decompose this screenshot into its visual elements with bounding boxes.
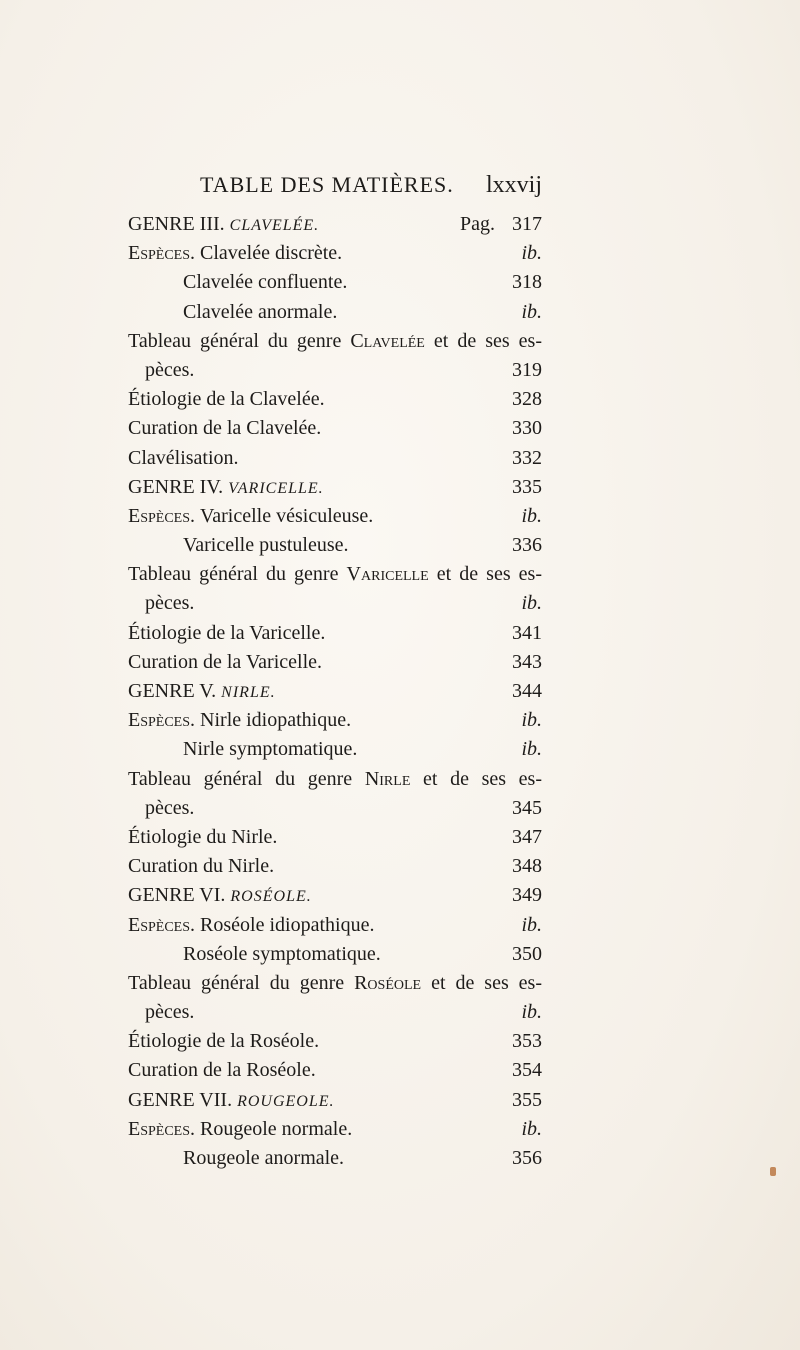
- toc-page-number: ib.: [521, 242, 542, 265]
- toc-genre-entry: [128, 677, 542, 706]
- species-name: Roséole idiopathique.: [200, 913, 375, 936]
- genre-name: ROUGEOLE.: [237, 1092, 335, 1110]
- toc-entry-text: [128, 677, 276, 707]
- toc-page-number: 335: [512, 475, 542, 498]
- toc-page-number: 355: [512, 1088, 542, 1111]
- genre-name: NIRLE.: [221, 684, 276, 701]
- toc-entry-text: Tableau général du genre Nirle et de ses es-: [128, 767, 542, 790]
- toc-genre-entry: [128, 881, 542, 910]
- species-name: Nirle idiopathique.: [200, 709, 352, 732]
- toc-entry-text: Étiologie du Nirle.: [128, 825, 278, 848]
- toc-entry-text: Étiologie de la Roséole.: [128, 1030, 320, 1053]
- toc-entry: [128, 414, 542, 443]
- toc-entry: [128, 385, 542, 414]
- species-name: Clavelée discrète.: [200, 242, 343, 265]
- species-name: Rougeole anormale.: [183, 1147, 345, 1169]
- toc-entry-text: [128, 881, 312, 911]
- toc-page-number: 328: [512, 388, 542, 411]
- toc-page-number: 347: [512, 825, 542, 848]
- toc-species-entry: [128, 1144, 542, 1173]
- species-label: Espèces.: [128, 913, 201, 936]
- toc-page-number: 349: [512, 884, 542, 907]
- toc-species-entry: [128, 502, 542, 531]
- toc-species-entry: [128, 706, 542, 735]
- toc-entry-text: Curation de la Clavelée.: [128, 417, 322, 440]
- toc-tableau-continuation: [128, 589, 542, 618]
- species-name: Roséole symptomatique.: [183, 942, 381, 965]
- toc-page-number: 353: [512, 1030, 542, 1053]
- toc-species-entry: [128, 940, 542, 969]
- toc-entry-text: Tableau général du genre Clavelée et de ses es-: [128, 329, 542, 352]
- toc-genre-entry: [128, 473, 542, 502]
- toc-entry-text: [128, 473, 324, 503]
- toc-entry-text: [128, 911, 374, 940]
- genre-reference: Nirle: [364, 767, 411, 790]
- toc-entry-text: [128, 210, 319, 240]
- toc-page-number: ib.: [521, 592, 542, 615]
- toc-page-number: 350: [512, 942, 542, 965]
- toc-genre-entry: [128, 210, 542, 239]
- toc-page-number: 336: [512, 534, 542, 557]
- toc-page-number: 356: [512, 1147, 542, 1169]
- toc-entry-text: [128, 706, 351, 735]
- toc-species-entry: [128, 531, 542, 560]
- genre-label: GENRE V.: [128, 680, 222, 702]
- toc-entry-text: Curation du Nirle.: [128, 855, 275, 878]
- species-label: Espèces.: [128, 242, 201, 265]
- page-title: TABLE DES MATIÈRES.: [200, 172, 454, 197]
- toc-entry: [128, 823, 542, 852]
- toc-page-number: ib.: [521, 709, 542, 732]
- toc-entry: [128, 444, 542, 473]
- species-name: Nirle symptomatique.: [183, 738, 358, 761]
- toc-entry-text: [128, 1086, 335, 1116]
- species-name: Clavelée anormale.: [183, 300, 338, 323]
- toc-entry-text: Clavélisation.: [128, 446, 239, 469]
- toc-tableau-continuation: [128, 356, 542, 385]
- table-of-contents: [128, 210, 542, 1173]
- genre-name: ROSÉOLE.: [230, 888, 312, 906]
- toc-species-entry: [128, 735, 542, 764]
- toc-entry: [128, 619, 542, 648]
- toc-species-entry: [128, 298, 542, 327]
- toc-tableau-entry: [128, 560, 542, 589]
- genre-label: GENRE VII.: [128, 1088, 238, 1111]
- toc-page-number: 341: [512, 621, 542, 644]
- toc-page-number: ib.: [521, 738, 542, 761]
- toc-species-entry: [128, 911, 542, 940]
- genre-reference: Varicelle: [346, 563, 429, 586]
- genre-name: CLAVELÉE.: [229, 217, 320, 234]
- toc-entry-text: Curation de la Varicelle.: [128, 650, 323, 673]
- toc-entry-text: Étiologie de la Clavelée.: [128, 388, 325, 411]
- toc-page-number: 318: [512, 271, 542, 294]
- toc-page-number: 319: [512, 358, 542, 381]
- toc-tableau-continuation: [128, 794, 542, 823]
- genre-label: GENRE III.: [128, 213, 230, 235]
- toc-page-number: ib.: [521, 504, 542, 527]
- toc-tableau-entry: [128, 969, 542, 998]
- toc-entry-text: [128, 1115, 352, 1144]
- running-header: [200, 172, 542, 202]
- species-name: Clavelée confluente.: [183, 271, 348, 294]
- genre-reference: Clavelée: [350, 329, 425, 352]
- species-label: Espèces.: [128, 709, 201, 732]
- toc-species-entry: [128, 1115, 542, 1144]
- toc-entry-text: Tableau général du genre Roséole et de ses es-: [128, 971, 542, 994]
- toc-entry: [128, 1027, 542, 1056]
- page-number: lxxvij: [485, 172, 542, 198]
- toc-page-number: 345: [512, 796, 542, 819]
- species-name: Rougeole normale.: [200, 1117, 353, 1140]
- toc-entry-text: Curation de la Roséole.: [128, 1059, 316, 1082]
- toc-entry-text: [128, 502, 373, 531]
- toc-tableau-entry: [128, 327, 542, 356]
- toc-entry-text: Tableau général du genre Varicelle et de ses es-: [128, 563, 542, 586]
- toc-page-number: ib.: [521, 1117, 542, 1140]
- genre-label: GENRE IV.: [128, 475, 229, 498]
- species-label: Espèces.: [128, 1117, 201, 1140]
- toc-species-entry: [128, 268, 542, 297]
- page-prefix: Pag.: [460, 213, 495, 235]
- toc-page-number: ib.: [521, 300, 542, 323]
- species-label: Espèces.: [128, 504, 201, 527]
- toc-page-number: 332: [512, 446, 542, 469]
- toc-entry-text: pèces.: [145, 796, 195, 819]
- genre-label: GENRE VI.: [128, 884, 231, 907]
- toc-page-number: ib.: [521, 913, 542, 936]
- toc-page-number: 348: [512, 855, 542, 878]
- toc-entry-text: pèces.: [145, 592, 195, 615]
- toc-page-number: 344: [512, 680, 542, 702]
- toc-entry-text: [128, 239, 342, 268]
- toc-entry-text: Étiologie de la Varicelle.: [128, 621, 326, 644]
- genre-name: VARICELLE.: [228, 479, 324, 497]
- toc-entry-text: pèces.: [145, 1001, 195, 1024]
- paper-stain: [770, 1167, 776, 1176]
- toc-entry: [128, 1056, 542, 1085]
- toc-genre-entry: [128, 1086, 542, 1115]
- toc-page-number: 330: [512, 417, 542, 440]
- species-name: Varicelle pustuleuse.: [183, 534, 349, 557]
- toc-entry: [128, 852, 542, 881]
- toc-page-number: 317: [512, 213, 542, 235]
- toc-page-number: 343: [512, 650, 542, 673]
- toc-entry: [128, 648, 542, 677]
- toc-tableau-entry: [128, 765, 542, 794]
- toc-entry-text: pèces.: [145, 358, 195, 381]
- genre-reference: Roséole: [354, 971, 422, 994]
- toc-tableau-continuation: [128, 998, 542, 1027]
- toc-page-number: 354: [512, 1059, 542, 1082]
- toc-page-number: ib.: [521, 1001, 542, 1024]
- toc-species-entry: [128, 239, 542, 268]
- species-name: Varicelle vésiculeuse.: [200, 504, 374, 527]
